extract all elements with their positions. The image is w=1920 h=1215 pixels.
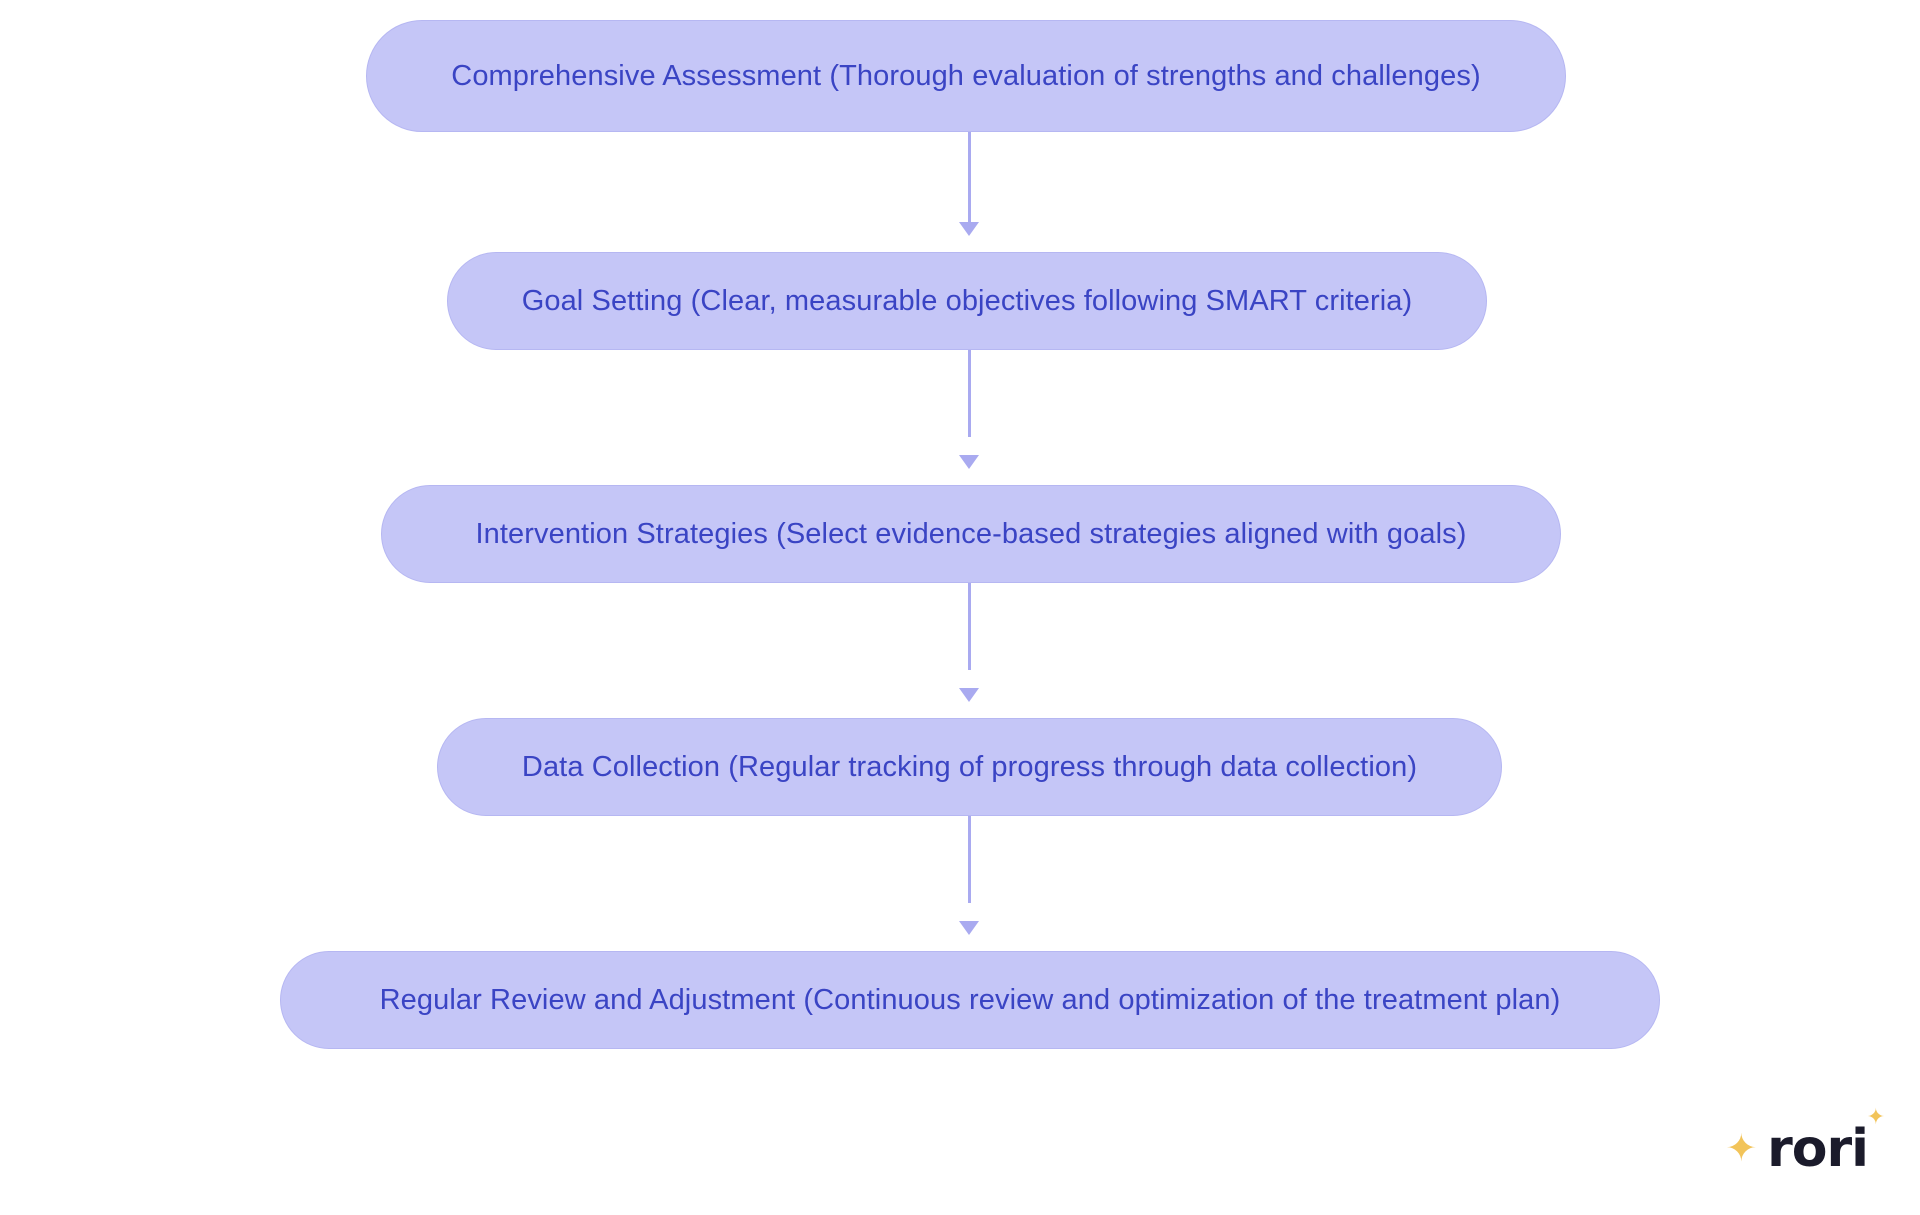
flow-node-label: Intervention Strategies (Select evidence-based strategies aligned with goals) <box>475 517 1467 550</box>
sparkle-icon: ✦ <box>1725 1128 1758 1170</box>
flow-node-intervention-strategies[interactable] <box>381 485 1561 583</box>
flow-node-label: Data Collection (Regular tracking of progress through data collection) <box>521 750 1418 783</box>
connector-data-collection-to-review <box>968 816 971 903</box>
flow-node-review-adjustment[interactable] <box>280 951 1660 1049</box>
connector-goal-setting-to-intervention <box>968 350 971 437</box>
connector-intervention-to-data-collection <box>968 583 971 670</box>
flow-node-assessment[interactable] <box>366 20 1566 132</box>
sparkle-small-icon: ✦ <box>1866 1105 1884 1130</box>
logo-wordmark-text: rori <box>1767 1119 1868 1179</box>
rori-logo <box>1725 1105 1884 1179</box>
arrow-head-review <box>959 921 979 935</box>
flow-node-goal-setting[interactable] <box>447 252 1487 350</box>
logo-wordmark <box>1767 1105 1884 1179</box>
arrow-head-intervention <box>959 455 979 469</box>
arrow-head-data-collection <box>959 688 979 702</box>
flow-node-label: Goal Setting (Clear, measurable objectives following SMART criteria) <box>521 284 1413 317</box>
flow-node-data-collection[interactable] <box>437 718 1502 816</box>
connector-assessment-to-goal-setting <box>968 132 971 228</box>
flow-node-label: Regular Review and Adjustment (Continuous review and optimization of the treatment plan) <box>379 983 1561 1016</box>
arrow-head-goal-setting <box>959 222 979 236</box>
flow-node-label: Comprehensive Assessment (Thorough evaluation of strengths and challenges) <box>451 59 1481 92</box>
